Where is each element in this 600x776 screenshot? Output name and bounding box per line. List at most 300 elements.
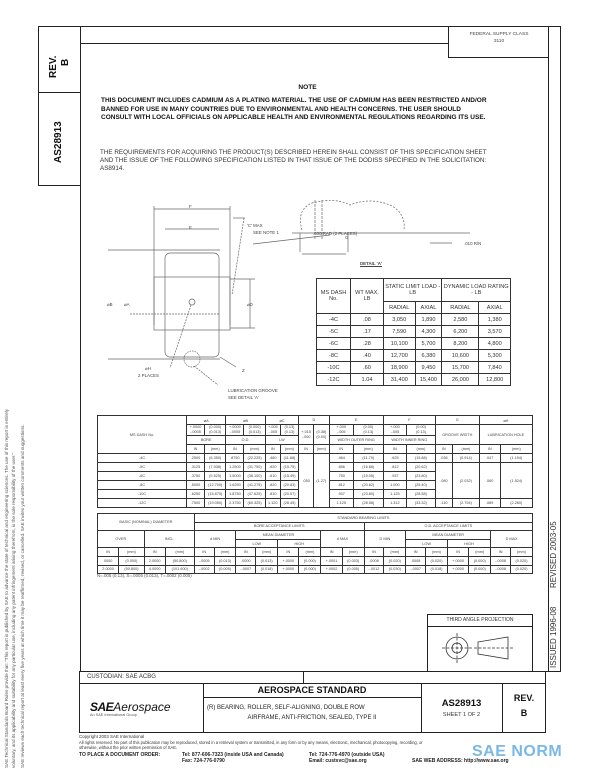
g-mm: (0.914) bbox=[453, 454, 480, 463]
f-in: 1.125 bbox=[383, 490, 406, 499]
f-in: .625 bbox=[383, 454, 406, 463]
a-in: .5000 bbox=[187, 481, 205, 490]
e-in: 1.125 bbox=[329, 499, 353, 508]
cell-d_ax: 1,380 bbox=[479, 314, 511, 326]
limits-cell: -.0002 bbox=[194, 565, 214, 574]
cell-s_rad: 3,050 bbox=[384, 314, 416, 326]
limits-cell: (0.000) bbox=[299, 565, 321, 574]
title-standard-rule bbox=[203, 697, 421, 698]
tol-plus-mm: (0.000) bbox=[248, 425, 261, 429]
tolerance-in bbox=[299, 425, 314, 445]
a-mm: (19.050) bbox=[204, 499, 225, 508]
limits-cell: 0000 bbox=[98, 556, 119, 565]
header-wt: WT MAX. LB bbox=[351, 279, 384, 314]
header-rule bbox=[80, 43, 449, 44]
b-mm: (41.275) bbox=[244, 481, 265, 490]
d-max-header: d MAX bbox=[321, 531, 364, 548]
title-line-2: AIRFRAME, ANTI-FRICTION, SEALED, TYPE II bbox=[247, 715, 377, 721]
b-mm: (31.750) bbox=[244, 463, 265, 472]
cell-s_rad: 7,590 bbox=[384, 326, 416, 338]
unit-mm: (mm) bbox=[353, 445, 383, 454]
disclaimer-line-1: SAE Technical Standards Board Rules provide that: "This report is published by SAE to advance the state of technical and engineering sciences. The use of this report is entirely bbox=[4, 409, 9, 768]
unit-mm: (mm) bbox=[510, 548, 532, 557]
limits-table bbox=[97, 513, 533, 574]
tol-minus: -.0005 bbox=[229, 430, 241, 434]
e-mm: (23.80) bbox=[353, 490, 383, 499]
column-label: LUBRICATION HOLE bbox=[479, 425, 532, 445]
dash-number: -8C bbox=[98, 481, 187, 490]
c-mm: (20.83) bbox=[280, 481, 298, 490]
low-header: LOW bbox=[236, 539, 278, 548]
column-letter: E bbox=[329, 416, 383, 425]
unit-mm: (mm) bbox=[500, 445, 532, 454]
limits-cell: .0008 bbox=[406, 556, 426, 565]
unit-in: IN bbox=[406, 548, 426, 557]
unit-in: IN bbox=[479, 445, 500, 454]
cell-wt: 1.04 bbox=[351, 374, 384, 386]
tolerance-in bbox=[383, 425, 406, 436]
email: Email: custsvc@sae.org bbox=[309, 758, 367, 764]
order-label: TO PLACE A DOCUMENT ORDER: bbox=[79, 752, 161, 758]
limits-cell: -.0007 bbox=[236, 565, 256, 574]
title-line-1: (R) BEARING, ROLLER, SELF-ALIGNING, DOUBLE ROW bbox=[207, 705, 365, 711]
requirements-text: THE REQUIREMENTS FOR ACQUIRING THE PRODUCT(S) DESCRIBED HEREIN SHALL CONSIST OF THIS SPECIFICATION SHEET AND THE ISSUE OF THE FOLLOWING SPECIFICATION LISTED IN THAT ISSUE OF THE DODISS SPECIFIED IN THE SOLICITATION: AS8914. bbox=[100, 149, 487, 172]
limits-cell: 2.0000 bbox=[144, 556, 165, 565]
unit-in: IN bbox=[144, 548, 165, 557]
c-mm: (11.68) bbox=[280, 454, 298, 463]
sheet-number: SHEET 1 OF 2 bbox=[442, 712, 481, 718]
cell-s_ax: 5,700 bbox=[415, 338, 442, 350]
f-mm: (28.58) bbox=[407, 490, 436, 499]
custodian-label: CUSTODIAN: SAE ACBG bbox=[87, 674, 156, 680]
load-table-row bbox=[317, 338, 511, 350]
h-mm: (1.524) bbox=[500, 463, 532, 499]
two-places-label: 2 PLACES bbox=[138, 373, 159, 378]
unit-in: IN bbox=[299, 445, 314, 454]
header-static-axial: AXIAL bbox=[415, 302, 442, 314]
c-in: 1.120 bbox=[265, 499, 280, 508]
b-in: 2.3750 bbox=[226, 499, 244, 508]
a-in: .7500 bbox=[187, 499, 205, 508]
see-note-label: SEE NOTE 1 bbox=[253, 230, 279, 235]
dia-a-label: ⌀A bbox=[124, 302, 130, 307]
c-in: .610 bbox=[265, 472, 280, 481]
unit-in: IN bbox=[98, 548, 119, 557]
cell-dash: -12C bbox=[317, 374, 351, 386]
column-label: WIDTH INNER RING bbox=[383, 436, 435, 445]
tol-plus: +.005 bbox=[267, 425, 278, 429]
column-label: O.D. bbox=[226, 436, 265, 445]
tolerance-mm bbox=[353, 425, 383, 436]
limits-cell: (50.800) bbox=[119, 565, 144, 574]
a-in: .6250 bbox=[187, 490, 205, 499]
dia-d-label: ⌀D bbox=[247, 302, 253, 307]
tol-minus-mm: (0.13) bbox=[363, 430, 374, 434]
load-table-row bbox=[317, 326, 511, 338]
detail-rad-label: .030 RAD (2 PLACES) bbox=[313, 231, 358, 236]
tol-plus: +.015 bbox=[301, 429, 311, 434]
detail-title: DETAIL 'A' bbox=[360, 261, 382, 266]
copyright: Copyright 2003 SAE International bbox=[79, 734, 145, 739]
e-in: .656 bbox=[329, 463, 353, 472]
header-dynamic: DYNAMIC LOAD RATING - LB bbox=[442, 279, 511, 302]
c-mm: (28.45) bbox=[280, 499, 298, 508]
limits-cell: +.0000 bbox=[278, 556, 299, 565]
unit-mm: (mm) bbox=[299, 548, 321, 557]
high-header: HIGH bbox=[278, 539, 321, 548]
cell-s_rad: 31,400 bbox=[384, 374, 416, 386]
side-rev-label: REV. bbox=[48, 55, 59, 78]
c-in: .620 bbox=[265, 463, 280, 472]
unit-in: IN bbox=[491, 548, 511, 557]
e-mm: (11.79) bbox=[353, 454, 383, 463]
limits-cell: (0.000) bbox=[299, 556, 321, 565]
limits-cell: (0.020) bbox=[426, 556, 448, 565]
c-mm: (15.75) bbox=[280, 463, 298, 472]
rev-label: REV. bbox=[513, 693, 535, 703]
header-static: STATIC LIMIT LOAD - LB bbox=[384, 279, 442, 302]
limits-cell: +.0000 bbox=[447, 556, 468, 565]
a-in: .3125 bbox=[187, 463, 205, 472]
unit-in: IN bbox=[383, 445, 406, 454]
tolerance-in bbox=[226, 425, 244, 436]
f-mm: (15.88) bbox=[407, 454, 436, 463]
limits-cell: (0.020) bbox=[510, 565, 532, 574]
a-mm: (12.700) bbox=[204, 481, 225, 490]
unit-in: IN bbox=[364, 548, 384, 557]
bore-limits-header: BORE ACCEPTANCE LIMITS bbox=[194, 522, 364, 531]
limits-cell: (0.020) bbox=[384, 556, 406, 565]
b-mm: (38.100) bbox=[244, 472, 265, 481]
limits-cell: (0.005) bbox=[214, 565, 236, 574]
b-in: 1.8750 bbox=[226, 490, 244, 499]
dash-number: -5C bbox=[98, 463, 187, 472]
a-mm: (15.875) bbox=[204, 490, 225, 499]
e-in: .750 bbox=[329, 472, 353, 481]
limits-cell: -.0008 bbox=[491, 556, 511, 565]
tol-plus: +.0000 bbox=[229, 425, 241, 429]
tol-minus-mm: (0.013) bbox=[209, 430, 222, 434]
unit-mm: (mm) bbox=[384, 548, 406, 557]
cell-s_rad: 10,100 bbox=[384, 338, 416, 350]
logo-sub: An SAE International Group bbox=[90, 713, 137, 717]
c-in: .820 bbox=[265, 481, 280, 490]
load-rating-table bbox=[316, 278, 511, 386]
web-address: SAE WEB ADDRESS: http://www.sae.org bbox=[412, 758, 509, 764]
b-in: 1.5000 bbox=[226, 472, 244, 481]
g-mm: (2.794) bbox=[453, 499, 480, 508]
tol-plus: +.0000 bbox=[189, 425, 202, 429]
tol-minus: -.005 bbox=[390, 430, 400, 434]
tol-plus-mm: (0.00) bbox=[363, 425, 374, 429]
unit-mm: (mm) bbox=[342, 548, 364, 557]
column-label: GROOVE WIDTH bbox=[435, 425, 479, 445]
b-mm: (22.225) bbox=[244, 454, 265, 463]
cell-d_ax: 7,840 bbox=[479, 362, 511, 374]
cell-s_ax: 15,400 bbox=[415, 374, 442, 386]
dimension-table bbox=[97, 415, 533, 508]
standard-limits-header: STANDARD BEARING LIMITS bbox=[194, 514, 532, 523]
tol-plus: +.000 bbox=[390, 425, 400, 429]
limits-cell: .0008 bbox=[364, 556, 384, 565]
cell-d_rad: 6,200 bbox=[442, 326, 479, 338]
cell-wt: .60 bbox=[351, 362, 384, 374]
b-in: 1.2500 bbox=[226, 463, 244, 472]
a-mm: (7.938) bbox=[204, 463, 225, 472]
od-limits-header: O.D. ACCEPTANCE LIMITS bbox=[364, 522, 532, 531]
limits-cell: -.0012 bbox=[364, 565, 384, 574]
tol-plus-mm: (0.00) bbox=[415, 425, 426, 429]
dash-number: -4C bbox=[98, 454, 187, 463]
unit-in: IN bbox=[278, 548, 299, 557]
dim-e-label: E bbox=[189, 225, 192, 230]
limits-cell: (50.800) bbox=[165, 556, 194, 565]
cell-s_rad: 12,700 bbox=[384, 350, 416, 362]
detail-g-label: G bbox=[345, 235, 349, 240]
od-max-header: D MAX bbox=[491, 531, 533, 548]
limits-cell: (0.020) bbox=[510, 556, 532, 565]
cell-d_ax: 5,300 bbox=[479, 350, 511, 362]
limits-cell: +.0000 bbox=[278, 565, 299, 574]
column-letter: G bbox=[435, 416, 479, 425]
header-static-radial: RADIAL bbox=[384, 302, 416, 314]
load-table-row bbox=[317, 350, 511, 362]
e-in: .937 bbox=[329, 490, 353, 499]
limits-cell: +.0001 bbox=[321, 556, 342, 565]
tol-minus: -.000 bbox=[301, 434, 311, 439]
cell-wt: .08 bbox=[351, 314, 384, 326]
side-doc-number: AS28913 bbox=[53, 121, 64, 163]
limits-cell: -.0007 bbox=[406, 565, 426, 574]
cell-dash: -5C bbox=[317, 326, 351, 338]
cell-dash: -4C bbox=[317, 314, 351, 326]
tolerance-in bbox=[265, 425, 280, 436]
c-mm: (20.57) bbox=[280, 490, 298, 499]
g-in: .036 bbox=[435, 454, 452, 463]
rev-value: B bbox=[520, 708, 528, 718]
g-in: .080 bbox=[435, 463, 452, 499]
cell-d_rad: 26,000 bbox=[442, 374, 479, 386]
f-in: .937 bbox=[383, 472, 406, 481]
unit-mm: (mm) bbox=[256, 548, 278, 557]
revised-date: REVISED 2003-05 bbox=[549, 521, 558, 588]
unit-in: IN bbox=[187, 445, 205, 454]
limits-cell: (0.018) bbox=[256, 565, 278, 574]
cell-wt: .40 bbox=[351, 350, 384, 362]
sae-norm-watermark: SAE NORM bbox=[472, 743, 563, 760]
dim-f-label: F bbox=[189, 204, 192, 209]
cell-d_ax: 4,800 bbox=[479, 338, 511, 350]
h-mm: (1.194) bbox=[500, 454, 532, 463]
rights-text: All rights reserved. No part of this publication may be reproduced, stored in a retrieval system or transmitted, in any form or by any means, electronic, mechanical, photocopying, recording, or bbox=[79, 740, 423, 745]
third-angle-projection-icon bbox=[440, 630, 522, 666]
tol-plus-mm: (0.38) bbox=[316, 429, 327, 434]
tol-minus: -.005 bbox=[336, 430, 346, 434]
unit-in: IN bbox=[435, 445, 452, 454]
column-letter: F bbox=[383, 416, 435, 425]
logo-sae: SAE bbox=[90, 700, 114, 714]
e-mm: (20.62) bbox=[353, 481, 383, 490]
od-min-header: D MIN bbox=[364, 531, 406, 548]
limits-cell: .0000 bbox=[236, 556, 256, 565]
cell-dash: -10C bbox=[317, 362, 351, 374]
tol-minus: -.0005 bbox=[190, 430, 201, 434]
tolerance-mm bbox=[244, 425, 265, 436]
dia-h-label: ⌀H bbox=[145, 366, 151, 371]
b-in: .8750 bbox=[226, 454, 244, 463]
cell-wt: .28 bbox=[351, 338, 384, 350]
dash-number: -10C bbox=[98, 490, 187, 499]
limits-cell: -.0008 bbox=[491, 565, 511, 574]
limits-cell: +.0002 bbox=[321, 565, 342, 574]
column-letter: ⌀C bbox=[265, 416, 298, 425]
mean-diameter-header: MEAN DIAMETER bbox=[236, 531, 321, 540]
h-in: .089 bbox=[479, 499, 500, 508]
limits-cell: (0.013) bbox=[256, 556, 278, 565]
tolerance-in bbox=[329, 425, 353, 436]
fax: Fax: 724-776-0790 bbox=[182, 758, 225, 764]
unit-in: IN bbox=[321, 548, 342, 557]
projection-label-row bbox=[427, 626, 533, 627]
tolerance-mm bbox=[280, 425, 298, 436]
federal-supply-class-value: 3110 bbox=[493, 39, 505, 44]
tel-intl: Tel: 724-776-4970 (outside USA) bbox=[309, 752, 385, 758]
c-in: .810 bbox=[265, 490, 280, 499]
column-label: LW bbox=[265, 436, 298, 445]
tol-plus-mm: (0.000) bbox=[209, 425, 222, 429]
unit-in: IN bbox=[236, 548, 256, 557]
h-mm: (2.260) bbox=[500, 499, 532, 508]
load-table-body bbox=[317, 314, 511, 386]
federal-supply-class-label: FEDERAL SUPPLY CLASS bbox=[469, 32, 529, 37]
unit-mm: (mm) bbox=[165, 548, 194, 557]
unit-mm: (mm) bbox=[214, 548, 236, 557]
od-mean-diameter-header: MEAN DIAMETER bbox=[406, 531, 491, 540]
a-in: .2500 bbox=[187, 454, 205, 463]
logo-aerospace: Aerospace bbox=[113, 700, 171, 714]
limits-top-row bbox=[98, 514, 533, 523]
a-mm: (6.350) bbox=[204, 454, 225, 463]
unit-mm: (mm) bbox=[469, 548, 491, 557]
load-table-row bbox=[317, 314, 511, 326]
unit-mm: (mm) bbox=[314, 445, 329, 454]
cell-d_ax: 3,570 bbox=[479, 326, 511, 338]
f-mm: (20.62) bbox=[407, 463, 436, 472]
g-mm: (2.032) bbox=[453, 463, 480, 499]
column-letter: ⌀B bbox=[226, 416, 265, 425]
unit-mm: (mm) bbox=[407, 445, 436, 454]
low-header: LOW bbox=[406, 539, 448, 548]
e-mm: (16.66) bbox=[353, 463, 383, 472]
cell-s_ax: 6,380 bbox=[415, 350, 442, 362]
column-letter: ⌀A bbox=[187, 416, 226, 425]
dia-b-label: ⌀B bbox=[107, 302, 113, 307]
limits-cell: -.0005 bbox=[194, 556, 214, 565]
unit-mm: (mm) bbox=[280, 445, 298, 454]
unit-mm: (mm) bbox=[119, 548, 144, 557]
column-letter: D bbox=[299, 416, 329, 425]
d-mm: (1.27) bbox=[314, 454, 329, 508]
see-detail-label: SEE DETAIL 'A' bbox=[228, 395, 259, 400]
f-mm: (33.32) bbox=[407, 499, 436, 508]
tel-us: Tel: 877-606-7323 (inside USA and Canada) bbox=[182, 752, 284, 758]
unit-mm: (mm) bbox=[244, 445, 265, 454]
h-in: .060 bbox=[479, 463, 500, 499]
tol-plus: +.000 bbox=[336, 425, 347, 429]
f-in: 1.000 bbox=[383, 481, 406, 490]
tol-minus-mm: (0.013) bbox=[248, 430, 261, 434]
limits-cell: +.0000 bbox=[447, 565, 468, 574]
limits-sub-row bbox=[98, 531, 533, 540]
b-in: 1.6250 bbox=[226, 481, 244, 490]
column-label: BORE bbox=[187, 436, 226, 445]
limits-cell: (0.005) bbox=[342, 565, 364, 574]
load-table-row bbox=[317, 374, 511, 386]
note-title: NOTE bbox=[298, 84, 317, 91]
limits-cell: 4.0000 bbox=[144, 565, 165, 574]
column-letter: ⌀H bbox=[479, 416, 532, 425]
limits-cell: (0.000) bbox=[469, 565, 491, 574]
doc-number: AS28913 bbox=[441, 698, 482, 709]
limits-cell: (0.013) bbox=[214, 556, 236, 565]
tolerance-mm bbox=[407, 425, 436, 436]
unit-in: IN bbox=[194, 548, 214, 557]
tolerance-mm bbox=[204, 425, 225, 436]
cell-s_rad: 18,900 bbox=[384, 362, 416, 374]
d-in: .050 bbox=[299, 454, 314, 508]
d-min-header: d MIN bbox=[194, 531, 236, 548]
rights-text-2: otherwise, without the prior written permission of SAE. bbox=[79, 745, 178, 750]
disclaimer-line-3: SAE reviews each technical report at least every five years at which time it may be reaffirmed, revised, or cancelled. SAE invites your written comments and suggestions. bbox=[20, 424, 25, 768]
tol-minus-mm: (0.00) bbox=[316, 434, 327, 439]
over-header: OVER bbox=[98, 531, 145, 548]
cell-d_rad: 15,700 bbox=[442, 362, 479, 374]
h-in: .047 bbox=[479, 454, 500, 463]
a-in: .3750 bbox=[187, 472, 205, 481]
tol-minus: -.005 bbox=[268, 430, 278, 434]
e-mm: (19.05) bbox=[353, 472, 383, 481]
c-in: .460 bbox=[265, 454, 280, 463]
projection-label: THIRD ANGLE PROJECTION bbox=[446, 617, 514, 623]
tol-minus-mm: (0.13) bbox=[284, 430, 295, 434]
e-in: .464 bbox=[329, 454, 353, 463]
dimension-row bbox=[98, 454, 533, 463]
cell-s_ax: 1,890 bbox=[415, 314, 442, 326]
f-mm: (23.80) bbox=[407, 472, 436, 481]
cell-d_rad: 10,600 bbox=[442, 350, 479, 362]
unit-in: IN bbox=[329, 445, 353, 454]
limits-cell: (0.018) bbox=[426, 565, 448, 574]
limits-cell: (0.000) bbox=[119, 556, 144, 565]
load-table-row bbox=[317, 362, 511, 374]
e-mm: (28.58) bbox=[353, 499, 383, 508]
f-mm: (25.40) bbox=[407, 481, 436, 490]
basic-diameter-header: BASIC (NOMINAL) DIAMETER bbox=[98, 514, 195, 531]
side-rev-value: B bbox=[60, 58, 71, 66]
cell-dash: -6C bbox=[317, 338, 351, 350]
header-dynamic-axial: AXIAL bbox=[479, 302, 511, 314]
limits-footnote: N=.005 (0.13), S=.0005 (0.013), T=.0002 (0.005) bbox=[97, 573, 192, 578]
limits-cell: (101.600) bbox=[165, 565, 194, 574]
b-mm: (47.625) bbox=[244, 490, 265, 499]
cell-d_rad: 2,580 bbox=[442, 314, 479, 326]
unit-mm: (mm) bbox=[204, 445, 225, 454]
limits-cell: (0.003) bbox=[342, 556, 364, 565]
limits-units-row bbox=[98, 548, 533, 557]
dash-header: MS DASH No. bbox=[98, 416, 187, 454]
a-mm: (9.525) bbox=[204, 472, 225, 481]
column-letter-row bbox=[98, 416, 533, 425]
